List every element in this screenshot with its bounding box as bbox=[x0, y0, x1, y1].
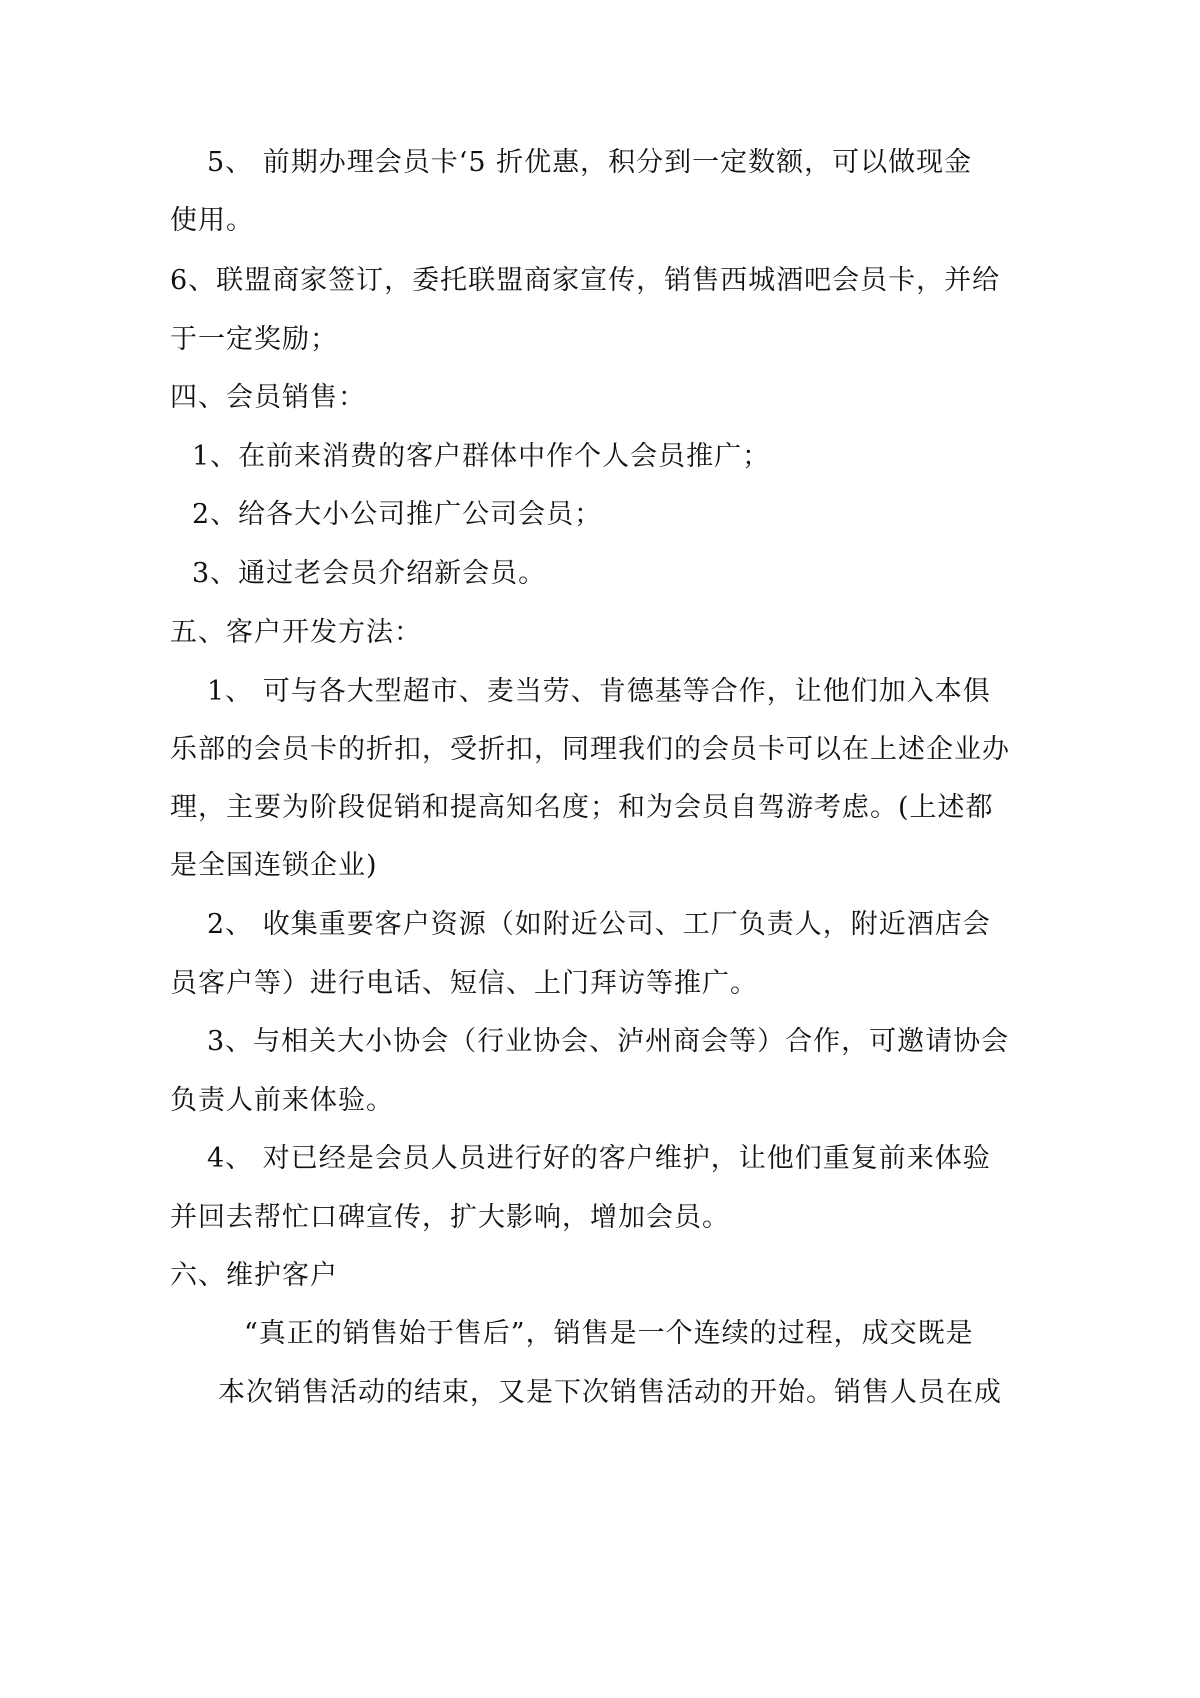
section-4-item-1: 1、在前来消费的客户群体中作个人会员推广； bbox=[192, 441, 771, 472]
section-6-heading: 六、维护客户 bbox=[170, 1260, 338, 1291]
section-4-item-3: 3、通过老会员介绍新会员。 bbox=[192, 558, 547, 589]
section-5-item-4-line-2: 并回去帮忙口碑宣传，扩大影响，增加会员。 bbox=[170, 1202, 730, 1233]
section-4-heading: 四、会员销售： bbox=[170, 382, 366, 413]
section-5-item-4-line-1: 4、 对已经是会员人员进行好的客户维护，让他们重复前来体验 bbox=[207, 1143, 991, 1174]
section-5-item-2-line-1: 2、 收集重要客户资源（如附近公司、工厂负责人，附近酒店会 bbox=[207, 909, 991, 940]
item-5-line-2: 使用。 bbox=[170, 205, 254, 236]
item-6-line-1: 6、联盟商家签订，委托联盟商家宣传，销售西城酒吧会员卡，并给 bbox=[170, 265, 1001, 296]
section-5-item-2-line-2: 员客户等）进行电话、短信、上门拜访等推广。 bbox=[170, 968, 758, 999]
item-5-line-1: 5、 前期办理会员卡‘5 折优惠，积分到一定数额，可以做现金 bbox=[207, 147, 973, 178]
section-5-heading: 五、客户开发方法： bbox=[170, 617, 422, 648]
section-6-paragraph-line-2: 本次销售活动的结束，又是下次销售活动的开始。销售人员在成 bbox=[218, 1377, 1002, 1408]
section-5-item-3-line-2: 负责人前来体验。 bbox=[170, 1085, 394, 1116]
section-5-item-3-line-1: 3、与相关大小协会（行业协会、泸州商会等）合作，可邀请协会 bbox=[207, 1026, 1010, 1057]
section-4-item-2: 2、给各大小公司推广公司会员； bbox=[192, 499, 603, 530]
section-5-item-1-line-1: 1、 可与各大型超市、麦当劳、肯德基等合作，让他们加入本俱 bbox=[207, 676, 991, 707]
section-5-item-1-line-2: 乐部的会员卡的折扣，受折扣，同理我们的会员卡可以在上述企业办 bbox=[170, 734, 1010, 765]
section-6-paragraph-line-1: “真正的销售始于售后”，销售是一个连续的过程，成交既是 bbox=[244, 1318, 974, 1349]
section-5-item-1-line-3: 理，主要为阶段促销和提高知名度；和为会员自驾游考虑。(上述都 bbox=[170, 792, 994, 823]
item-6-line-2: 于一定奖励； bbox=[170, 324, 338, 355]
section-5-item-1-line-4: 是全国连锁企业) bbox=[170, 850, 378, 881]
